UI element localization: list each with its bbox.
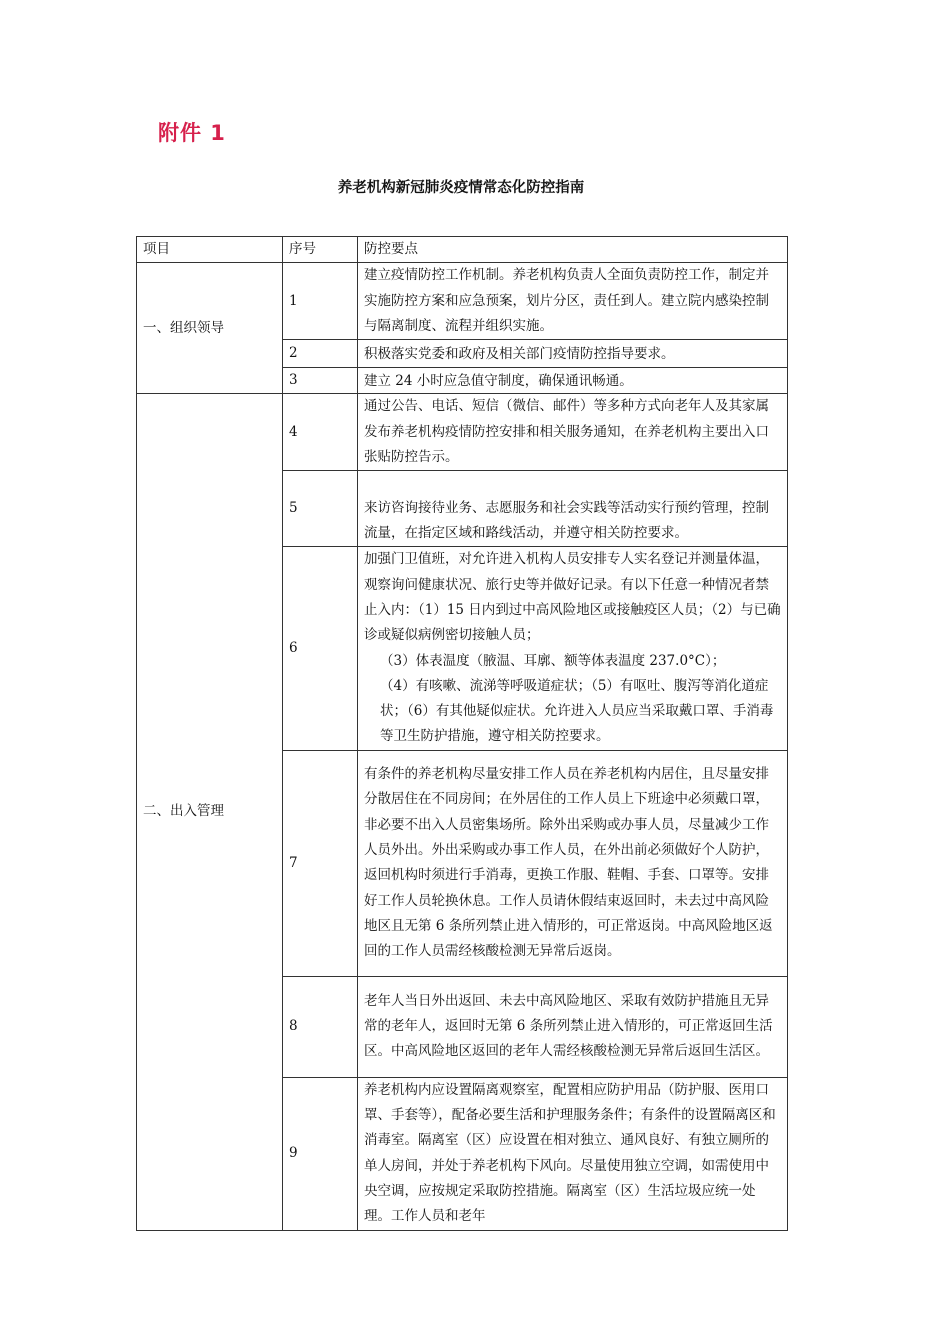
attachment-label: 附件 1 (158, 121, 226, 145)
category-organization: 一、组织领导 (137, 263, 283, 394)
row-points-part: （4）有咳嗽、流涕等呼吸道症状；（5）有呕吐、腹泻等消化道症状；（6）有其他疑似症状。允许进入人员应当采取戴口罩、手消毒等卫生防护措施，遵守相关防控要求。 (380, 677, 774, 745)
row-points: 建立疫情防控工作机制。养老机构负责人全面负责防控工作，制定并实施防控方案和应急预案，划片分区，责任到人。建立院内感染控制与隔离制度、流程并组织实施。 (358, 263, 788, 340)
row-number: 7 (283, 750, 358, 976)
header-item: 项目 (137, 237, 283, 263)
row-number: 4 (283, 394, 358, 471)
row-points-part: 加强门卫值班，对允许进入机构人员安排专人实名登记并测量体温，观察询问健康状况、旅行史等并做好记录。有以下任意一种情况者禁止入内：（1）15 日内到过中高风险地区或接触疫区人员；（2）与已确诊或疑似病例密切接触人员； (364, 551, 781, 644)
row-points: 养老机构内应设置隔离观察室，配置相应防护用品（防护服、医用口罩、手套等），配备必要生活和护理服务条件；有条件的设置隔离区和消毒室。隔离室（区）应设置在相对独立、通风良好、有独立厕所的单人房间，并处于养老机构下风向。尽量使用独立空调，如需使用中央空调，应按规定采取防控措施。隔离室（区）生活垃圾应统一处理。工作人员和老年 (358, 1077, 788, 1230)
row-points: 老年人当日外出返回、未去中高风险地区、采取有效防护措施且无异常的老年人，返回时无第 6 条所列禁止进入情形的，可正常返回生活区。中高风险地区返回的老年人需经核酸检测无异常后返回生活区。 (358, 976, 788, 1077)
row-points-part: （3）体表温度（腋温、耳廓、额等体表温度 237.0°C）； (380, 652, 726, 669)
header-number: 序号 (283, 237, 358, 263)
row-number: 2 (283, 340, 358, 368)
header-points: 防控要点 (358, 237, 788, 263)
row-points: 通过公告、电话、短信（微信、邮件）等多种方式向老年人及其家属发布养老机构疫情防控安排和相关服务通知，在养老机构主要出入口张贴防控告示。 (358, 394, 788, 471)
row-number: 8 (283, 976, 358, 1077)
table-row (137, 263, 788, 340)
table-header-row (137, 237, 788, 263)
table-row (137, 394, 788, 471)
row-points: 建立 24 小时应急值守制度，确保通讯畅通。 (358, 368, 788, 394)
row-number: 6 (283, 547, 358, 750)
row-points (358, 547, 788, 750)
row-points: 来访咨询接待业务、志愿服务和社会实践等活动实行预约管理，控制流量，在指定区域和路线活动，并遵守相关防控要求。 (358, 471, 788, 547)
row-number: 9 (283, 1077, 358, 1230)
row-number: 3 (283, 368, 358, 394)
row-points: 有条件的养老机构尽量安排工作人员在养老机构内居住，且尽量安排分散居住在不同房间；在外居住的工作人员上下班途中必须戴口罩，非必要不出入人员密集场所。除外出采购或办事人员，尽量减少工作人员外出。外出采购或办事工作人员，在外出前必须做好个人防护，返回机构时须进行手消毒，更换工作服、鞋帽、手套、口罩等。安排好工作人员轮换休息。工作人员请休假结束返回时，未去过中高风险地区且无第 6 条所列禁止进入情形的，可正常返岗。中高风险地区返回的工作人员需经核酸检测无异常后返岗。 (358, 750, 788, 976)
category-access: 二、出入管理 (137, 394, 283, 1230)
row-points: 积极落实党委和政府及相关部门疫情防控指导要求。 (358, 340, 788, 368)
row-number: 5 (283, 471, 358, 547)
row-number: 1 (283, 263, 358, 340)
guide-table (136, 236, 788, 1231)
document-title: 养老机构新冠肺炎疫情常态化防控指南 (337, 180, 585, 196)
